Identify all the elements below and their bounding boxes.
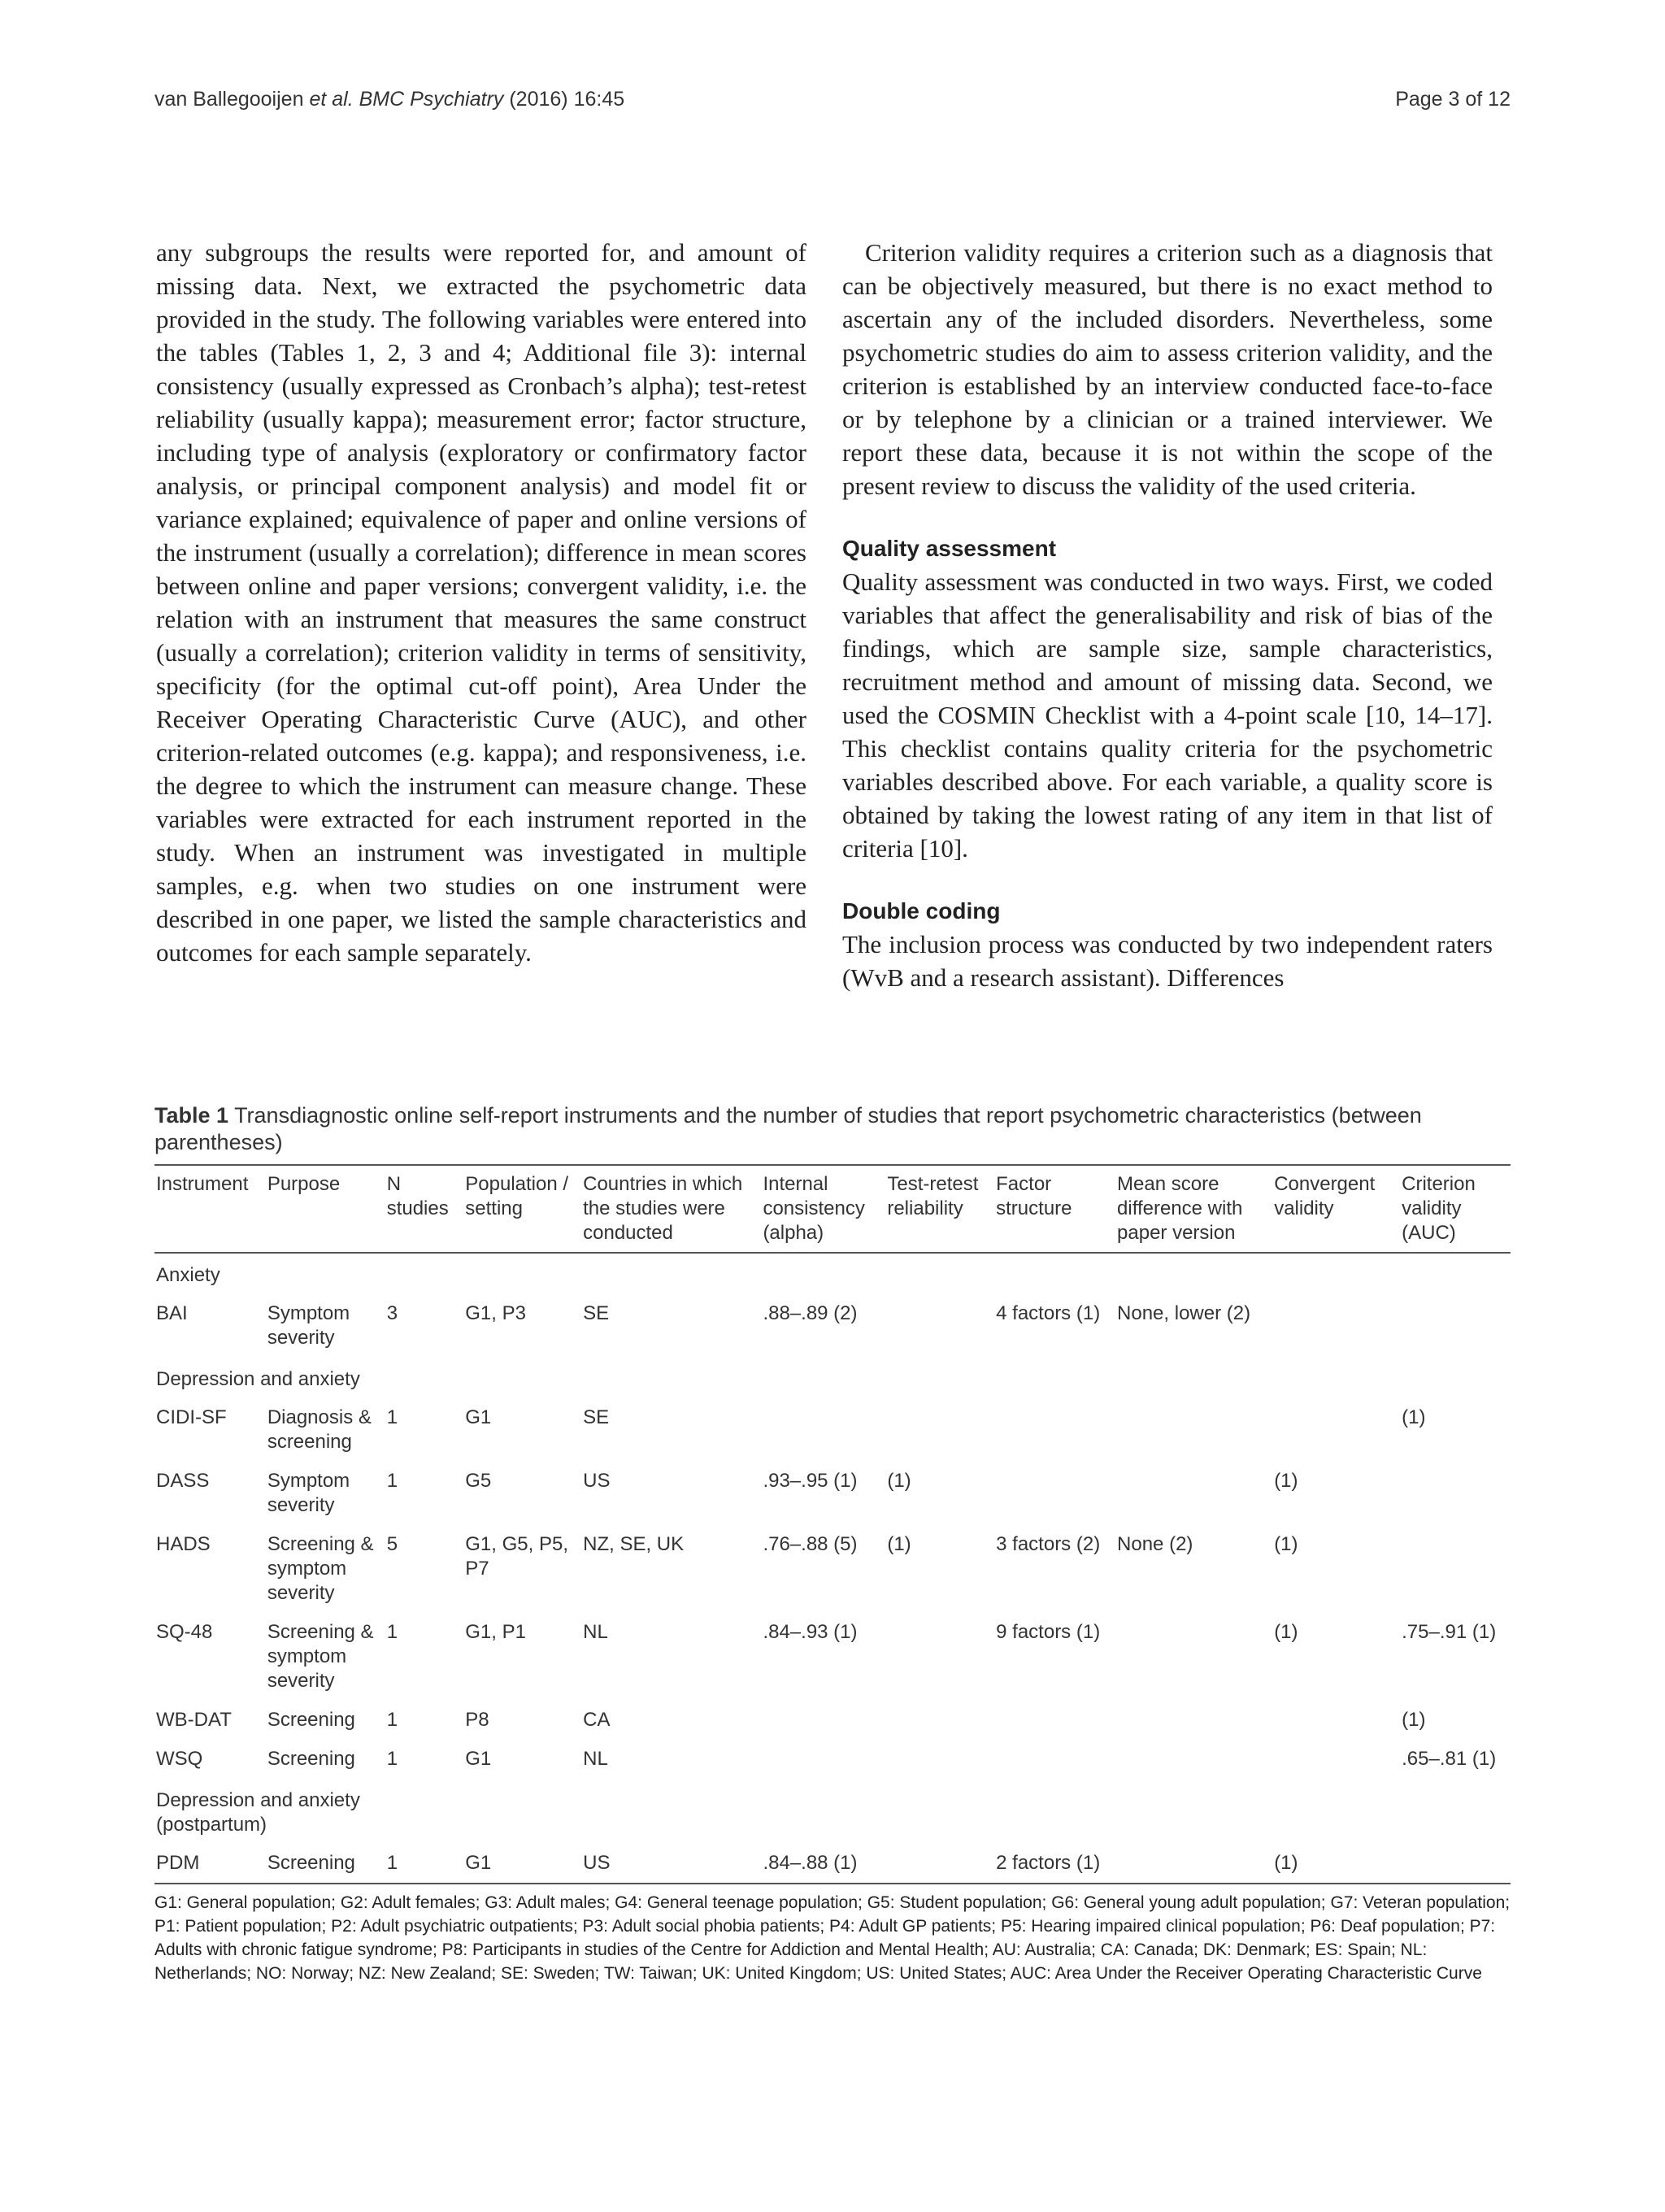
authors: van Ballegooijen: [154, 88, 304, 111]
cell-mean-score-diff: [1115, 1398, 1272, 1462]
cell-test-retest: [885, 1701, 994, 1740]
cell-factor-structure: 2 factors (1): [994, 1844, 1115, 1884]
cell-criterion-validity: .65–.81 (1): [1402, 1748, 1497, 1770]
group-row-postpartum: [154, 1779, 1511, 1844]
cell-countries: SE: [583, 1406, 610, 1428]
cell-instrument: DASS: [156, 1470, 210, 1492]
column-header: Criterion validity (AUC): [1400, 1165, 1511, 1253]
cell-criterion-validity: [1400, 1525, 1511, 1613]
cell-mean-score-diff: [1115, 1740, 1272, 1779]
cell-convergent-validity: [1272, 1398, 1400, 1462]
group-label: Depression and anxiety (postpartum): [156, 1789, 360, 1836]
cell-instrument: WSQ: [156, 1748, 203, 1770]
cell-internal-consistency: .76–.88 (5): [763, 1533, 858, 1555]
column-header: Internal consistency (alpha): [761, 1165, 885, 1253]
cell-internal-consistency: .93–.95 (1): [763, 1470, 858, 1492]
column-header: N studies: [385, 1165, 464, 1253]
left-paragraph: any subgroups the results were reported for, and amount of missing data. Next, we extracted the psychometric data provided in the study. The following variables were entered into the tables (Tables 1, 2, 3 and 4; Additional file 3): internal consistency (usually expressed as Cronbach’s alpha); test-retest reliability (usually kappa); measurement error; factor structure, including type of analysis (exploratory or confirmatory factor analysis, or principal component analysis) and model fit or variance explained; equivalence of paper and online versions of the instrument (usually a correlation); difference in mean scores between online and paper versions; convergent validity, i.e. the relation with an instrument that measures the same construct (usually a correlation); criterion validity in terms of sensitivity, specificity (for the optimal cut-off point), Area Under the Receiver Operating Characteristic Curve (AUC), and other criterion-related outcomes (e.g. kappa); and responsiveness, i.e. the degree to which the instrument can measure change. These variables were extracted for each instrument reported in the study. When an instrument was investigated in multiple samples, e.g. when two studies on one instrument were described in one paper, we listed the sample characteristics and outcomes for each sample separately.: [156, 238, 806, 967]
column-header: Factor structure: [994, 1165, 1115, 1253]
cell-population: G1, G5, P5, P7: [465, 1533, 568, 1580]
cell-purpose: Screening: [266, 1844, 385, 1884]
cell-test-retest: (1): [887, 1470, 911, 1492]
table-row: [154, 1613, 1511, 1701]
psychometric-table: [154, 1164, 1511, 1884]
cell-convergent-validity: (1): [1274, 1533, 1298, 1555]
left-column: [156, 236, 806, 969]
cell-test-retest: (1): [887, 1533, 911, 1555]
cell-convergent-validity: [1272, 1740, 1400, 1779]
cell-mean-score-diff: None, lower (2): [1117, 1302, 1251, 1324]
cell-purpose: Screening: [267, 1709, 355, 1731]
cell-convergent-validity: (1): [1274, 1470, 1298, 1492]
column-header: Test-retest reliability: [885, 1165, 994, 1253]
cell-purpose: Diagnosis & screening: [267, 1406, 372, 1453]
cell-test-retest: [885, 1740, 994, 1779]
citation-line: [154, 88, 624, 111]
cell-population: G1, P3: [465, 1302, 526, 1324]
cell-test-retest: [885, 1844, 994, 1884]
group-label: Anxiety: [156, 1264, 220, 1286]
cell-factor-structure: 4 factors (1): [996, 1302, 1101, 1324]
cell-mean-score-diff: [1115, 1613, 1272, 1701]
journal-name: BMC Psychiatry: [359, 88, 504, 111]
cell-convergent-validity: [1272, 1294, 1400, 1358]
double-coding-heading: Double coding: [842, 898, 1001, 923]
cell-factor-structure: [994, 1740, 1115, 1779]
cell-population: G1: [465, 1406, 492, 1428]
cell-n-studies: 3: [386, 1302, 398, 1324]
et-al: et al.: [309, 88, 354, 111]
cell-n-studies: 5: [386, 1533, 398, 1555]
cell-instrument: SQ-48: [156, 1621, 213, 1643]
table-row: [154, 1398, 1511, 1462]
running-header: [154, 88, 1511, 117]
cell-criterion-validity: .75–.91 (1): [1402, 1621, 1497, 1643]
cell-mean-score-diff: None (2): [1117, 1533, 1193, 1555]
table-row: [154, 1294, 1511, 1358]
cell-purpose: Symptom severity: [267, 1470, 350, 1516]
column-header: Convergent validity: [1272, 1165, 1400, 1253]
cell-factor-structure: [994, 1701, 1115, 1740]
cell-countries: NL: [583, 1748, 608, 1770]
cell-countries: CA: [583, 1709, 611, 1731]
cell-instrument: HADS: [156, 1533, 211, 1555]
right-column: [842, 236, 1493, 994]
cell-internal-consistency: .84–.93 (1): [763, 1621, 858, 1643]
table-row: [154, 1525, 1511, 1613]
cell-population: G1, P1: [465, 1621, 526, 1643]
cell-factor-structure: 9 factors (1): [996, 1621, 1101, 1643]
cell-purpose: Screening & symptom severity: [267, 1533, 374, 1604]
cell-internal-consistency: [761, 1740, 885, 1779]
cell-convergent-validity: (1): [1272, 1844, 1400, 1884]
cell-countries: US: [583, 1470, 611, 1492]
table-row: [154, 1462, 1511, 1525]
cell-purpose: Symptom severity: [267, 1302, 350, 1349]
page-number: Page 3 of 12: [1395, 88, 1511, 111]
table-1: [154, 1102, 1511, 1985]
cell-population: G1: [463, 1844, 581, 1884]
cell-test-retest: [885, 1398, 994, 1462]
cell-criterion-validity: (1): [1402, 1709, 1426, 1731]
table-footnote: G1: General population; G2: Adult females; G3: Adult males; G4: General teenage population; G5: Student population; G6: General young adult population; G7: Veteran population; P1: Patient population; P2: Adult psychiatric outpatients; P3: Adult social phobia patients; P4: Adult GP patients; P5: Hearing impaired clinical population; P6: Deaf population; P7: Adults with chronic fatigue syndrome; P8: Participants in studies of the Centre for Addiction and Mental Health; AU: Australia; CA: Canada; DK: Denmark; ES: Spain; NL: Netherlands; NO: Norway; NZ: New Zealand; SE: Sweden; TW: Taiwan; UK: United Kingdom; US: United States; AUC: Area Under the Receiver Operating Characteristic Curve: [154, 1893, 1511, 1983]
cell-convergent-validity: (1): [1274, 1621, 1298, 1643]
column-header: Countries in which the studies were conducted: [581, 1165, 761, 1253]
cell-mean-score-diff: [1115, 1844, 1272, 1884]
cell-n-studies: 1: [386, 1470, 398, 1492]
cell-instrument: PDM: [154, 1844, 266, 1884]
cell-n-studies: 1: [386, 1748, 398, 1770]
quality-assessment-heading: Quality assessment: [842, 536, 1057, 561]
cell-factor-structure: [994, 1398, 1115, 1462]
cell-mean-score-diff: [1115, 1462, 1272, 1525]
cell-internal-consistency: .84–.88 (1): [761, 1844, 885, 1884]
quality-assessment-paragraph: Quality assessment was conducted in two ways. First, we coded variables that affect the generalisability and risk of bias of the findings, which are sample size, sample characteristics, recruitment method and amount of missing data. Second, we used the COSMIN Checklist with a 4-point scale [10, 14–17]. This checklist contains quality criteria for the psychometric variables described above. For each variable, a quality score is obtained by taking the lowest rating of any item in that list of criteria [10].: [842, 567, 1493, 863]
cell-internal-consistency: .88–.89 (2): [763, 1302, 858, 1324]
table-caption: [154, 1102, 1511, 1156]
cell-instrument: WB-DAT: [156, 1709, 232, 1731]
cell-criterion-validity: [1400, 1462, 1511, 1525]
cell-n-studies: 1: [386, 1621, 398, 1643]
cell-n-studies: 1: [385, 1844, 464, 1884]
cell-n-studies: 1: [386, 1709, 398, 1731]
cell-criterion-validity: [1400, 1844, 1511, 1884]
cell-criterion-validity: (1): [1402, 1406, 1426, 1428]
cell-purpose: Screening: [267, 1748, 355, 1770]
table-row: [154, 1701, 1511, 1740]
cell-countries: US: [581, 1844, 761, 1884]
table-row: [154, 1844, 1511, 1884]
cell-factor-structure: [994, 1462, 1115, 1525]
table-row: [154, 1740, 1511, 1779]
double-coding-paragraph: The inclusion process was conducted by two independent raters (WvB and a research assistant). Differences: [842, 930, 1493, 992]
group-label: Depression and anxiety: [156, 1368, 360, 1390]
cell-population: G1: [465, 1748, 492, 1770]
cell-instrument: BAI: [156, 1302, 188, 1324]
cell-population: G5: [465, 1470, 492, 1492]
cell-countries: NL: [583, 1621, 608, 1643]
cell-internal-consistency: [761, 1701, 885, 1740]
column-header: Population / setting: [463, 1165, 581, 1253]
cell-test-retest: [885, 1613, 994, 1701]
column-header: Mean score difference with paper version: [1115, 1165, 1272, 1253]
cell-instrument: CIDI-SF: [156, 1406, 227, 1428]
cell-criterion-validity: [1400, 1294, 1511, 1358]
cell-countries: NZ, SE, UK: [583, 1533, 685, 1555]
table-caption-text: Transdiagnostic online self-report instruments and the number of studies that report psychometric characteristics (between parentheses): [154, 1103, 1422, 1154]
citation-info: (2016) 16:45: [509, 88, 625, 111]
cell-mean-score-diff: [1115, 1701, 1272, 1740]
table-header-row: [154, 1165, 1511, 1253]
cell-countries: SE: [583, 1302, 610, 1324]
group-row-anxiety: [154, 1253, 1511, 1294]
cell-test-retest: [885, 1294, 994, 1358]
cell-convergent-validity: [1272, 1701, 1400, 1740]
column-header: Purpose: [266, 1165, 385, 1253]
column-header: Instrument: [154, 1165, 266, 1253]
group-row-depression-anxiety: [154, 1358, 1511, 1398]
cell-factor-structure: 3 factors (2): [996, 1533, 1101, 1555]
cell-internal-consistency: [761, 1398, 885, 1462]
cell-purpose: Screening & symptom severity: [267, 1621, 374, 1692]
criterion-validity-paragraph: Criterion validity requires a criterion such as a diagnosis that can be objectively measured, but there is no exact method to ascertain any of the included disorders. Nevertheless, some psychometric studies do aim to assess criterion validity, and the criterion is established by an interview conducted face-to-face or by telephone by a clinician or a trained interviewer. We report these data, because it is not within the scope of the present review to discuss the validity of the used criteria.: [842, 238, 1493, 500]
table-label: Table 1: [154, 1103, 229, 1128]
cell-n-studies: 1: [386, 1406, 398, 1428]
cell-population: P8: [465, 1709, 489, 1731]
